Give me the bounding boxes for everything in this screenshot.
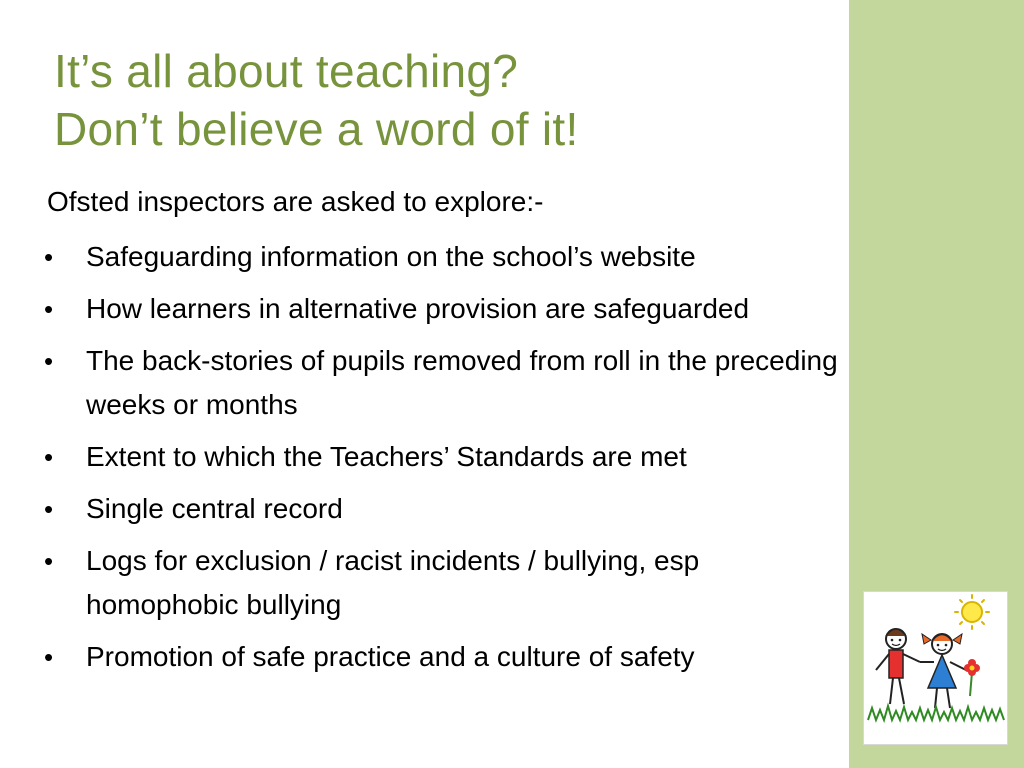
title-line-1: It’s all about teaching? <box>54 45 519 97</box>
sun-icon <box>955 595 989 629</box>
bullet-item: • Single central record <box>40 487 840 531</box>
grass-icon <box>868 706 1004 720</box>
intro-text: Ofsted inspectors are asked to explore:- <box>47 186 544 217</box>
flower-icon <box>964 659 980 696</box>
bullet-item: • Logs for exclusion / racist incidents / bullying, esp homophobic bullying <box>40 539 840 627</box>
bullet-item: • The back-stories of pupils removed from roll in the preceding weeks or months <box>40 339 840 427</box>
girl-figure <box>920 634 966 708</box>
bullet-list <box>40 235 840 687</box>
children-drawing <box>864 592 1007 744</box>
bullet-item: • How learners in alternative provision are safeguarded <box>40 287 840 331</box>
bullet-item: • Extent to which the Teachers’ Standards are met <box>40 435 840 479</box>
children-clipart-image <box>864 592 1007 744</box>
title-line-2: Don’t believe a word of it! <box>54 103 579 155</box>
slide-title <box>54 42 834 158</box>
bullet-item: • Promotion of safe practice and a culture of safety <box>40 635 840 679</box>
boy-figure <box>876 629 920 704</box>
bullet-item: • Safeguarding information on the school’s website <box>40 235 840 279</box>
